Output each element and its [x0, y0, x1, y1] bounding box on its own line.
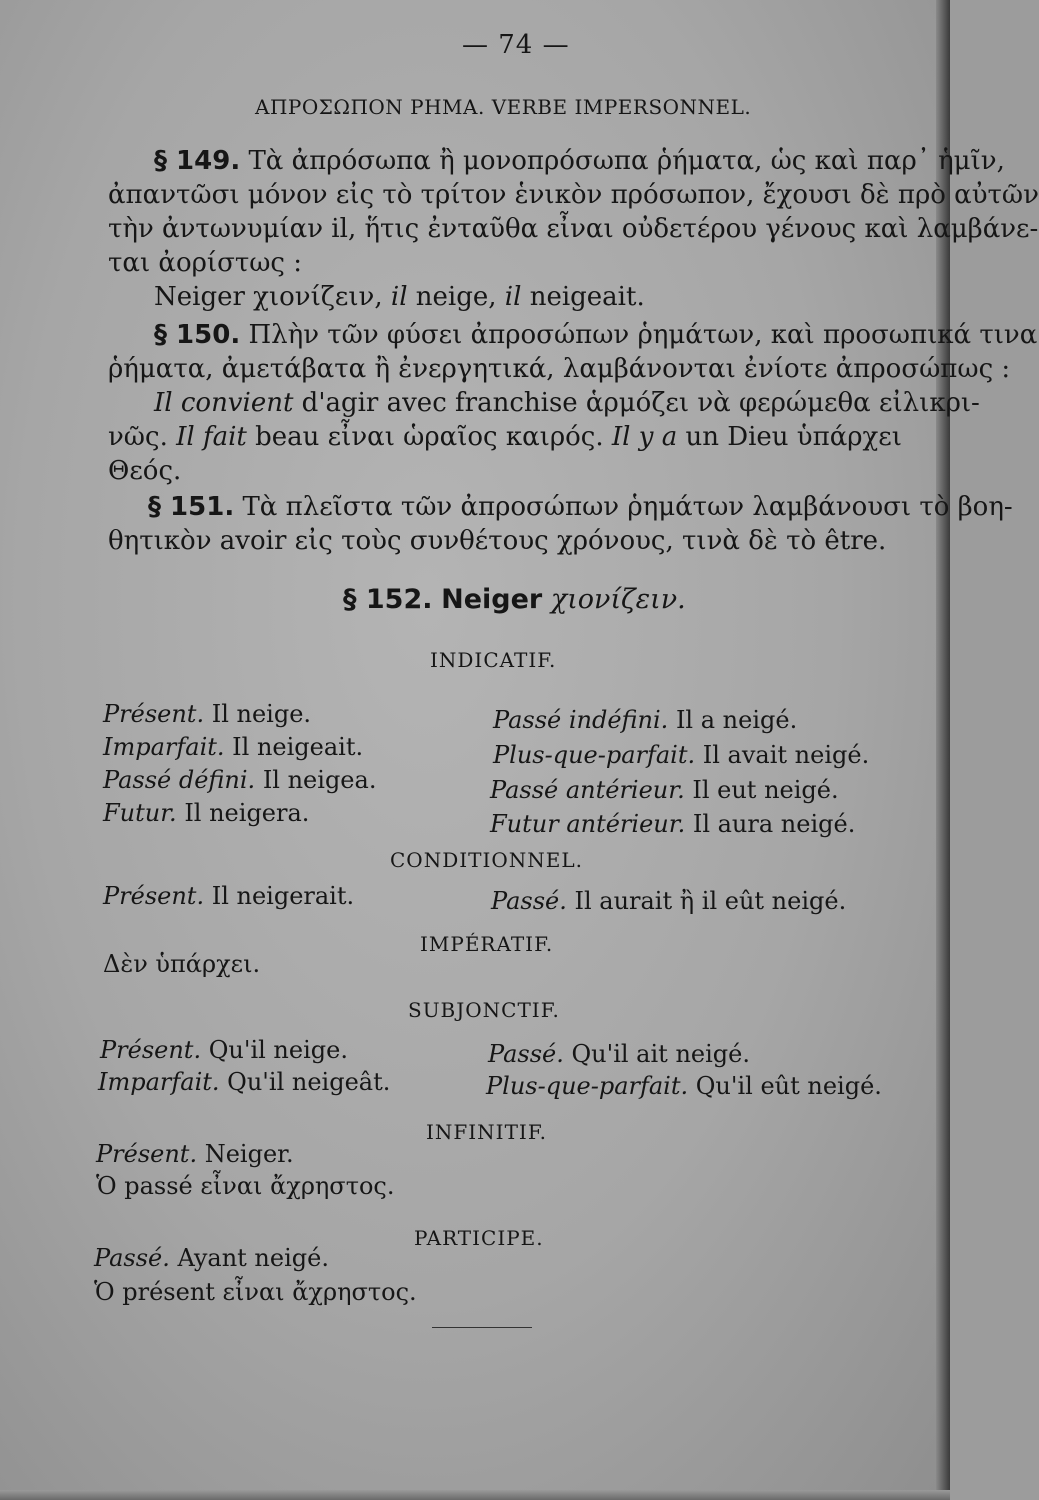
- participe-note: Ὁ présent εἶναι ἄχρηστος.: [94, 1278, 417, 1306]
- section-149: § 149. Τὰ ἀπρόσωπα ἢ μονοπρόσωπα ῥήματα, ὡς καὶ παρ᾽ ἡμῖν, ἀπαντῶσι μόνον εἰς τὸ τρίτον ἑνικὸν πρόσωπον, ἔχουσι δὲ πρὸ αὐτῶν τὴν ἀντωνυμίαν il, ἥτις ἐνταῦθα εἶναι οὐδετέρου γένους καὶ λαμβάνε- ται ἀορίστως : Neiger χιονίζειν, il neige, il neigeait.: [108, 146, 1039, 312]
- closing-rule: [432, 1327, 532, 1328]
- section-151: § 151. Τὰ πλεῖστα τῶν ἀπροσώπων ῥημάτων λαμβάνουσι τὸ βοη- θητικὸν avoir εἰς τοὺς συνθέτους χρόνους, τινὰ δὲ τὸ être.: [108, 492, 1013, 556]
- section-149-mark: § 149.: [154, 146, 241, 176]
- page-bottom-edge: [0, 1490, 950, 1500]
- infinitif-note: Ὁ passé εἶναι ἄχρηστος.: [96, 1172, 395, 1200]
- section-151-mark: § 151.: [148, 492, 235, 522]
- section-152-verb: Neiger: [441, 584, 543, 615]
- section-152-title: [343, 584, 686, 615]
- mood-imperatif: IMPÉRATIF.: [420, 932, 554, 956]
- section-152-mark: § 152.: [343, 584, 433, 615]
- mood-participe: PARTICIPE.: [414, 1226, 544, 1250]
- participe-row: Passé. Ayant neigé.: [94, 1244, 329, 1272]
- page-header: ΑΠΡΟΣΩΠΟΝ ΡΗΜΑ. VERBE IMPERSONNEL.: [255, 95, 752, 119]
- mood-indicatif: INDICATIF.: [430, 648, 557, 672]
- mood-infinitif: INFINITIF.: [426, 1120, 547, 1144]
- mood-subjonctif: SUBJONCTIF.: [408, 998, 560, 1022]
- indicatif-row: Plus-que-parfait. Il avait neigé.: [493, 741, 870, 769]
- mood-conditionnel: CONDITIONNEL.: [390, 848, 584, 872]
- conditionnel-row: Présent. Il neigerait.: [103, 882, 355, 910]
- section-152-greek: χιονίζειν.: [550, 584, 686, 615]
- section-150: § 150. Πλὴν τῶν φύσει ἀπροσώπων ῥημάτων, καὶ προσωπικά τινα ῥήματα, ἀμετάβατα ἢ ἐνεργητικά, λαμβάνονται ἐνίοτε ἀπροσώπως : Il convient d'agir avec franchise ἁρμόζει νὰ φερώμεθα εἰλικρι- νῶς. Il fait beau εἶναι ὡραῖος καιρός. Il y a un Dieu ὑπάρχει Θεός.: [108, 320, 1038, 486]
- indicatif-row: Futur antérieur. Il aura neigé.: [490, 810, 856, 838]
- indicatif-row: Présent. Il neige.: [103, 700, 312, 728]
- subjonctif-row: Imparfait. Qu'il neigeât.: [98, 1068, 391, 1096]
- page-number: — 74 —: [462, 30, 570, 60]
- imperatif-note: Δὲν ὑπάρχει.: [103, 950, 261, 978]
- section-150-mark: § 150.: [154, 320, 241, 350]
- indicatif-row: Passé défini. Il neigea.: [103, 766, 377, 794]
- conditionnel-row: Passé. Il aurait ἢ il eût neigé.: [491, 887, 847, 915]
- indicatif-row: Imparfait. Il neigeait.: [103, 733, 364, 761]
- indicatif-row: Futur. Il neigera.: [103, 799, 310, 827]
- indicatif-row: Passé indéfini. Il a neigé.: [493, 706, 798, 734]
- subjonctif-row: Passé. Qu'il ait neigé.: [488, 1040, 750, 1068]
- subjonctif-row: Présent. Qu'il neige.: [100, 1036, 348, 1064]
- subjonctif-row: Plus-que-parfait. Qu'il eût neigé.: [486, 1072, 882, 1100]
- infinitif-row: Présent. Neiger.: [96, 1140, 294, 1168]
- indicatif-row: Passé antérieur. Il eut neigé.: [490, 776, 839, 804]
